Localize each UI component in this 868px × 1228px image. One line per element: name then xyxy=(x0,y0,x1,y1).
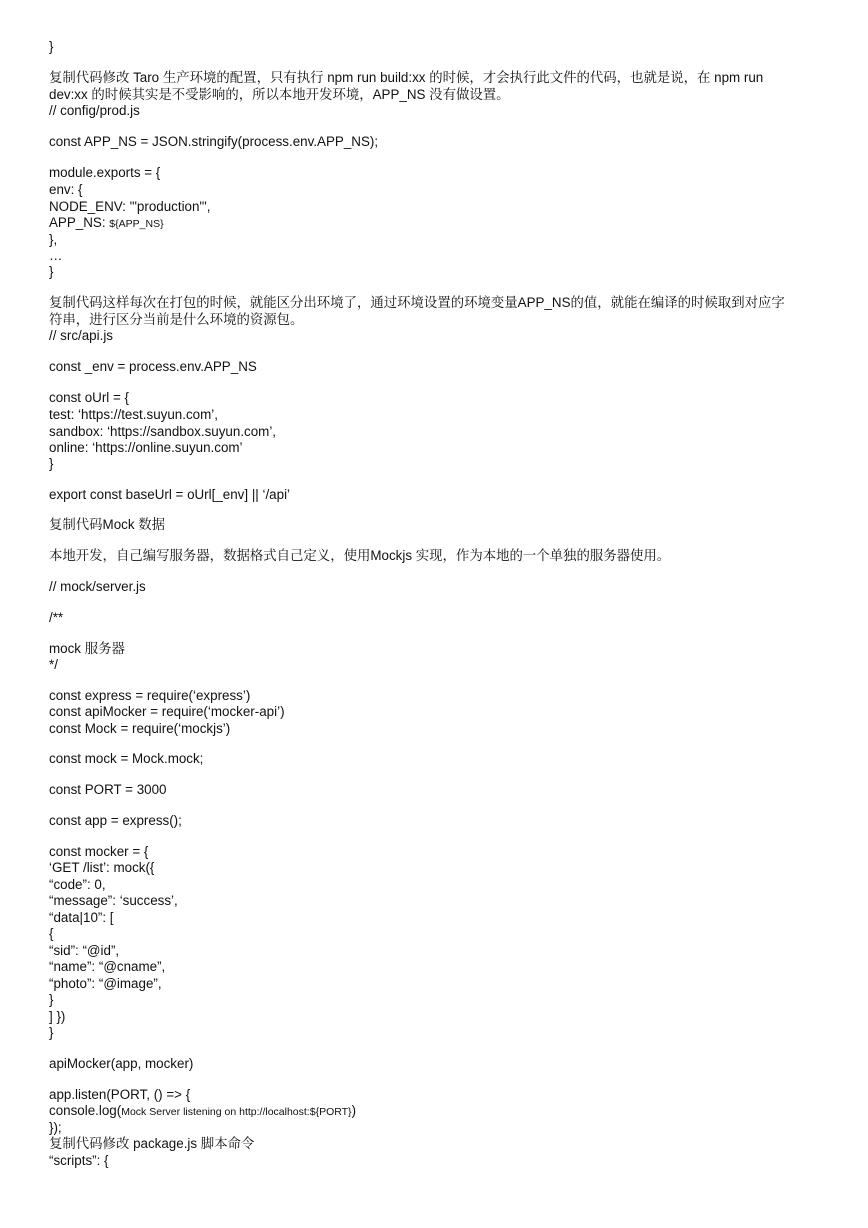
template-literal: ${APP_NS} xyxy=(109,218,164,230)
text-line: “code”: 0, xyxy=(49,877,106,892)
text-line: /** xyxy=(49,610,64,625)
text-line: // config/prod.js xyxy=(49,103,140,118)
text-line: app.listen(PORT, () => { xyxy=(49,1087,191,1102)
text-line: mock 服务器 xyxy=(49,641,125,656)
text-line: const APP_NS = JSON.stringify(process.env.APP_NS); xyxy=(49,134,379,149)
text-line xyxy=(49,214,164,233)
text-line: // mock/server.js xyxy=(49,579,146,594)
text-line: const oUrl = { xyxy=(49,390,130,405)
text-line: NODE_ENV: '"production"', xyxy=(49,199,211,214)
text-line: const app = express(); xyxy=(49,813,182,828)
text-line: ‘GET /list’: mock({ xyxy=(49,860,155,875)
text-line: “message”: ‘success’, xyxy=(49,893,178,908)
text-line: } xyxy=(49,1025,54,1040)
text-line: const mocker = { xyxy=(49,844,149,859)
text-line: … xyxy=(49,248,63,263)
text-line: apiMocker(app, mocker) xyxy=(49,1056,194,1071)
text-line: module.exports = { xyxy=(49,165,161,180)
text-line: } xyxy=(49,39,54,54)
text-line: 复制代码Mock 数据 xyxy=(49,517,166,532)
text-line: “sid”: “@id”, xyxy=(49,943,120,958)
text-line: const express = require(‘express’) xyxy=(49,688,251,703)
text-line: 复制代码修改 package.js 脚本命令 xyxy=(49,1136,255,1151)
text-line: { xyxy=(49,926,54,941)
text-line: } xyxy=(49,456,54,471)
text-line: 符串，进行区分当前是什么环境的资源包。 xyxy=(49,312,304,327)
text-line: } xyxy=(49,992,54,1007)
text-line: }); xyxy=(49,1120,62,1135)
text-line: 复制代码这样每次在打包的时候，就能区分出环境了，通过环境设置的环境变量APP_NS的值，就能在编译的时候取到对应字 xyxy=(49,295,785,310)
text-line: 复制代码修改 Taro 生产环境的配置，只有执行 npm run build:xx 的时候，才会执行此文件的代码，也就是说，在 npm run xyxy=(49,70,764,85)
text-line: const apiMocker = require(‘mocker-api’) xyxy=(49,704,285,719)
text-line: const PORT = 3000 xyxy=(49,782,167,797)
text-line: “scripts”: { xyxy=(49,1153,109,1168)
text-line: const Mock = require(‘mockjs’) xyxy=(49,721,231,736)
text-line: dev:xx 的时候其实是不受影响的，所以本地开发环境，APP_NS 没有做设置。 xyxy=(49,87,510,102)
text-segment: console.log( xyxy=(49,1103,122,1118)
text-line: 本地开发，自己编写服务器，数据格式自己定义，使用Mockjs 实现，作为本地的一个单独的服务器使用。 xyxy=(49,548,671,563)
text-line: online: ‘https://online.suyun.com’ xyxy=(49,440,243,455)
text-line: // src/api.js xyxy=(49,328,113,343)
text-line: const mock = Mock.mock; xyxy=(49,751,204,766)
text-line: */ xyxy=(49,657,58,672)
text-line xyxy=(49,1102,356,1121)
text-line: const _env = process.env.APP_NS xyxy=(49,359,257,374)
text-line: test: ‘https://test.suyun.com’, xyxy=(49,407,218,422)
text-line: env: { xyxy=(49,182,83,197)
text-line: export const baseUrl = oUrl[_env] || ‘/api’ xyxy=(49,487,291,502)
text-line: “name”: “@cname”, xyxy=(49,959,166,974)
text-line: “photo”: “@image”, xyxy=(49,976,162,991)
text-line: sandbox: ‘https://sandbox.suyun.com’, xyxy=(49,424,277,439)
text-line: }, xyxy=(49,232,58,247)
template-literal: Mock Server listening on http://localhost:${PORT} xyxy=(121,1106,352,1118)
text-line: ] }) xyxy=(49,1009,66,1024)
text-segment: ) xyxy=(351,1103,357,1118)
text-segment: APP_NS: xyxy=(49,215,110,230)
text-line: “data|10”: [ xyxy=(49,910,114,925)
text-line: } xyxy=(49,264,54,279)
